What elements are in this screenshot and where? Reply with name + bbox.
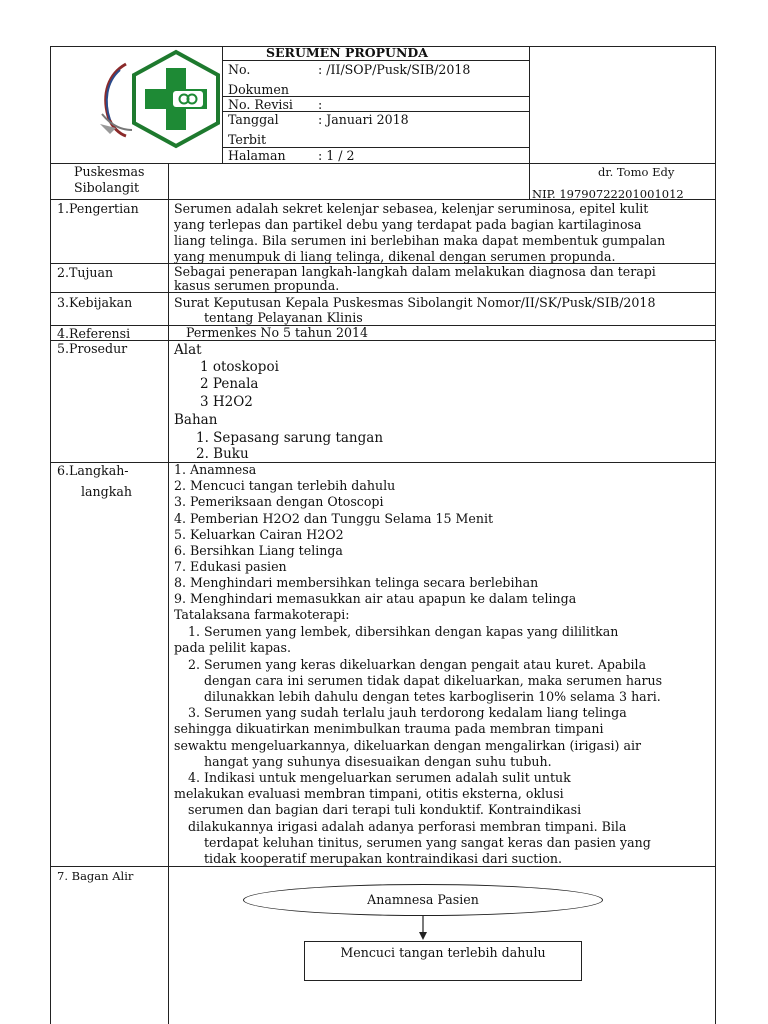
pengertian-text-line: yang menumpuk di liang telinga, dikenal dengan serumen propunda. [174, 249, 616, 264]
no-dokumen-label: No. [228, 62, 251, 77]
tatalaksana-line: dilakukannya irigasi adalah adanya perforasi membran timpani. Bila [188, 819, 627, 834]
langkah-label-cont: langkah [81, 484, 132, 499]
flowchart-arrow-icon [417, 915, 429, 941]
tatalaksana-line: dilunakkan lebih dahulu dengan tetes karbogliserin 10% selama 3 hari. [204, 689, 661, 704]
langkah-label: 6.Langkah- [57, 463, 129, 478]
referensi-text-line: Permenkes No 5 tahun 2014 [186, 325, 369, 340]
tanggal-terbit-value: : Januari 2018 [318, 112, 409, 127]
langkah-step: 9. Menghindari memasukkan air atau apapun ke dalam telinga [174, 591, 577, 606]
tatalaksana-line: hangat yang suhunya disesuaikan dengan suhu tubuh. [204, 754, 552, 769]
tanggal-terbit-label-cont: Terbit [228, 132, 267, 147]
tatalaksana-line: sehingga dikuatirkan menimbulkan trauma pada membran timpani [174, 721, 604, 736]
flowchart-start-label: Anamnesa Pasien [367, 892, 479, 907]
tanggal-terbit-label: Tanggal [228, 112, 279, 127]
bahan-item: 1. Sepasang sarung tangan [196, 430, 384, 446]
no-dokumen-value: : /II/SOP/Pusk/SIB/2018 [318, 62, 471, 77]
tatalaksana-line: 4. Indikasi untuk mengeluarkan serumen adalah sulit untuk [188, 770, 571, 785]
pengertian-text-line: Serumen adalah sekret kelenjar sebasea, kelenjar seruminosa, epitel kulit [174, 201, 649, 216]
langkah-step: 5. Keluarkan Cairan H2O2 [174, 527, 344, 542]
no-revisi-label: No. Revisi [228, 97, 293, 112]
kebijakan-text-line: tentang Pelayanan Klinis [204, 310, 363, 325]
tatalaksana-line: melakukan evaluasi membran timpani, otitis eksterna, oklusi [174, 786, 564, 801]
langkah-step: 1. Anamnesa [174, 462, 257, 477]
tujuan-text-line: Sebagai penerapan langkah-langkah dalam melakukan diagnosa dan terapi [174, 264, 656, 279]
alat-item: 2 Penala [200, 376, 259, 392]
tatalaksana-line: terdapat keluhan tinitus, serumen yang sangat keras dan pasien yang [204, 835, 651, 850]
signer-nip: NIP. 19790722201001012 [532, 187, 684, 201]
langkah-step: 3. Pemeriksaan dengan Otoscopi [174, 494, 384, 509]
alat-item: 3 H2O2 [200, 394, 253, 410]
tatalaksana-line: 2. Serumen yang keras dikeluarkan dengan pengait atau kuret. Apabila [188, 657, 647, 672]
tatalaksana-line: serumen dan bagian dari terapi tuli konduktif. Kontraindikasi [188, 802, 582, 817]
organization-location: Sibolangit [74, 180, 140, 195]
organization-name: Puskesmas [74, 164, 145, 179]
prosedur-label: 5.Prosedur [57, 341, 128, 356]
tatalaksana-line: dengan cara ini serumen tidak dapat dikeluarkan, maka serumen harus [204, 673, 663, 688]
header-column-divider [529, 46, 530, 199]
langkah-step: 4. Pemberian H2O2 dan Tunggu Selama 15 Menit [174, 511, 494, 526]
alat-item: 1 otoskopoi [200, 359, 279, 375]
label-column-divider [168, 163, 169, 1024]
pengertian-text-line: yang terlepas dan partikel debu yang terdapat pada bagian kartilaginosa [174, 217, 642, 232]
no-dokumen-label-cont: Dokumen [228, 82, 289, 97]
tatalaksana-heading: Tatalaksana farmakoterapi: [174, 607, 350, 622]
kebijakan-text-line: Surat Keputusan Kepala Puskesmas Sibolangit Nomor/II/SK/Pusk/SIB/2018 [174, 295, 656, 310]
table-divider [50, 462, 715, 463]
document-title: SERUMEN PROPUNDA [266, 45, 428, 60]
tatalaksana-line: 1. Serumen yang lembek, dibersihkan dengan kapas yang dililitkan [188, 624, 619, 639]
table-divider [50, 325, 715, 326]
langkah-step: 6. Bersihkan Liang telinga [174, 543, 343, 558]
pengertian-text-line: liang telinga. Bila serumen ini berlebihan maka dapat membentuk gumpalan [174, 233, 666, 248]
bahan-heading: Bahan [174, 412, 218, 428]
langkah-step: 2. Mencuci tangan terlebih dahulu [174, 478, 396, 493]
table-border-right [715, 46, 716, 1024]
halaman-label: Halaman [228, 148, 286, 163]
table-divider [50, 340, 715, 341]
alat-heading: Alat [174, 342, 202, 358]
referensi-label: 4.Referensi [57, 326, 131, 341]
tatalaksana-line: tidak kooperatif merupakan kontraindikasi dari suction. [204, 851, 563, 866]
puskesmas-logo [128, 48, 224, 150]
table-border-left [50, 46, 51, 1024]
tujuan-label: 2.Tujuan [57, 265, 114, 280]
signer-name: dr. Tomo Edy [598, 165, 675, 179]
tatalaksana-line: sewaktu mengeluarkannya, dikeluarkan dengan mengalirkan (irigasi) air [174, 738, 642, 753]
tatalaksana-line: pada pelilit kapas. [174, 640, 292, 655]
halaman-value: : 1 / 2 [318, 148, 355, 163]
flowchart-step-label: Mencuci tangan terlebih dahulu [340, 945, 546, 960]
tujuan-text-line: kasus serumen propunda. [174, 278, 340, 293]
langkah-step: 8. Menghindari membersihkan telinga secara berlebihan [174, 575, 539, 590]
no-revisi-value: : [318, 97, 323, 112]
bahan-item: 2. Buku [196, 446, 249, 462]
tatalaksana-line: 3. Serumen yang sudah terlalu jauh terdorong kedalam liang telinga [188, 705, 627, 720]
kebijakan-label: 3.Kebijakan [57, 295, 133, 310]
bagan-alir-label: 7. Bagan Alir [57, 869, 134, 883]
table-divider [50, 292, 715, 293]
langkah-step: 7. Edukasi pasien [174, 559, 287, 574]
pengertian-label: 1.Pengertian [57, 201, 139, 216]
